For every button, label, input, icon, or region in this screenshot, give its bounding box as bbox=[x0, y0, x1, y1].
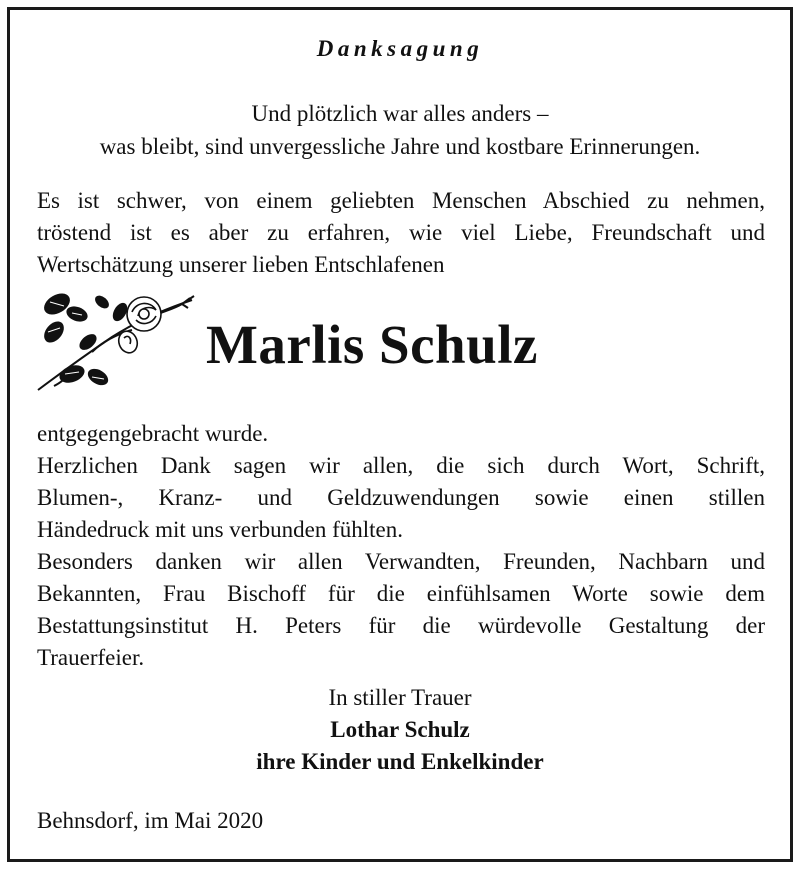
intro-verse bbox=[10, 97, 790, 163]
rose-branch-icon bbox=[32, 282, 202, 392]
place-date: Behnsdorf, im Mai 2020 bbox=[37, 808, 264, 833]
paragraph-2 bbox=[37, 418, 765, 674]
paragraph-2-line: Besonders danken wir allen Verwandten, Freunden, Nachbarn und bbox=[37, 549, 765, 574]
heading: Danksagung bbox=[316, 36, 484, 61]
paragraph-1-line: tröstend ist es aber zu erfahren, wie viel Liebe, Freundschaft und bbox=[37, 220, 765, 245]
paragraph-1-line: Wertschätzung unserer lieben Entschlafenen bbox=[37, 252, 445, 277]
signature-family: ihre Kinder und Enkelkinder bbox=[256, 749, 544, 774]
paragraph-2-line: Bestattungsinstitut H. Peters für die würdevolle Gestaltung der bbox=[37, 613, 765, 638]
signature-intro: In stiller Trauer bbox=[328, 685, 472, 710]
paragraph-2-line: Bekannten, Frau Bischoff für die einfühlsamen Worte sowie dem bbox=[37, 581, 765, 606]
signature-name: Lothar Schulz bbox=[330, 717, 470, 742]
intro-line-2: was bleibt, sind unvergessliche Jahre und kostbare Erinnerungen. bbox=[99, 134, 701, 159]
obituary-card bbox=[7, 7, 793, 862]
paragraph-2-line: Herzlichen Dank sagen wir allen, die sich durch Wort, Schrift, bbox=[37, 453, 765, 478]
deceased-name: Marlis Schulz bbox=[206, 314, 538, 375]
paragraph-1 bbox=[37, 185, 765, 281]
paragraph-2-line: Trauerfeier. bbox=[37, 645, 145, 670]
paragraph-2-line: Händedruck mit uns verbunden fühlten. bbox=[37, 517, 403, 542]
intro-line-1: Und plötzlich war alles anders – bbox=[251, 101, 549, 126]
paragraph-2-line: entgegengebracht wurde. bbox=[37, 421, 269, 446]
paragraph-1-line: Es ist schwer, von einem geliebten Menschen Abschied zu nehmen, bbox=[37, 188, 765, 213]
signature-block bbox=[10, 682, 790, 778]
paragraph-2-line: Blumen-, Kranz- und Geldzuwendungen sowie einen stillen bbox=[37, 485, 765, 510]
